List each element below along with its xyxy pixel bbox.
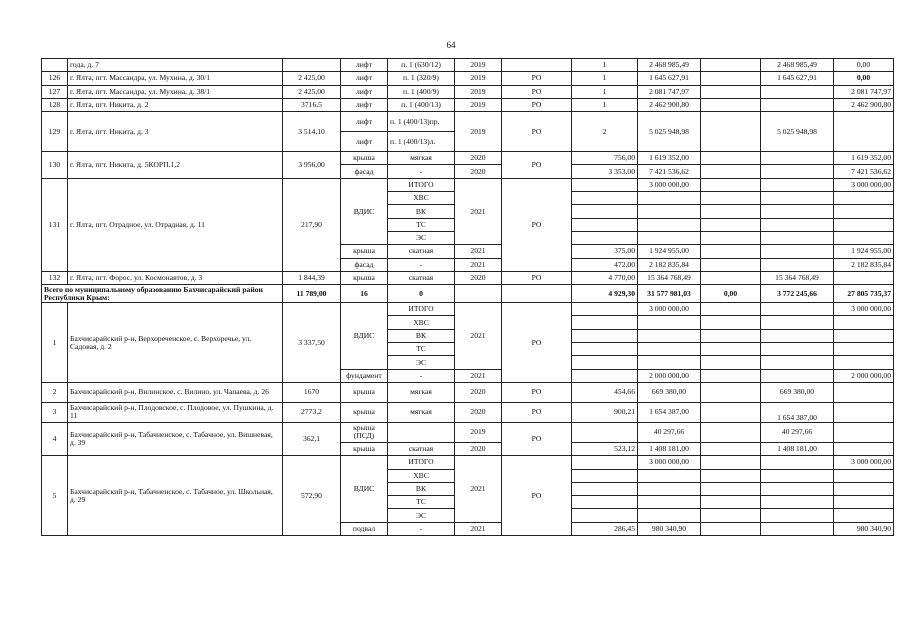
- table-row: ХВС: [42, 316, 894, 329]
- table-row: 126 г. Ялта, пгт. Массандра, ул. Мухина, д. 30/1 2 425,00 лифт п. 1 (320/9) 2019 РО 1 1 645 627,91 1 645 627,91 0,00: [42, 72, 894, 85]
- table-row: ТС: [42, 496, 894, 509]
- table-row: фасад - 2021 472,00 2 182 835,84 2 182 835,84: [42, 258, 894, 271]
- table-row: крыша скатная 2021 375,00 1 924 955,00 1 924 955,00: [42, 245, 894, 258]
- table-row: 3 Бахчисарайский р-н, Плодовское, с. Плодовое, ул. Пушкина, д. 11 2773,2 крыша мягкая 2020 РО 900,21 1 654 387,00 1 654 387,00: [42, 402, 894, 422]
- table-row: 129 г. Ялта, пгт. Никита, д. 3 3 514,10 лифт п. 1 (400/13)пр. 2019 РО 2 5 025 948,98 5 025 948,98: [42, 112, 894, 132]
- table-row: 132 г. Ялта, пгт. Форос, ул. Космонавтов, д. 3 1 844,39 крыша скатная 2020 РО 4 770,00 15 364 768,49 15 364 768,49: [42, 271, 894, 284]
- table-row: фасад - 2020 3 353,00 7 421 536,62 7 421 536,62: [42, 165, 894, 178]
- table-row: ВК: [42, 482, 894, 495]
- table-row: 4 Бахчисарайский р-н, Табачненское, с. Табачное, ул. Вишневая, д. 39 362,1 крыша (ПСД) 2019 РО 40 297,66 40 297,66: [42, 422, 894, 442]
- table-row: 5 Бахчисарайский р-н, Табачненское, с. Табачное, ул. Школьная, д. 29 572,90 ВДИС ИТОГО 2021 РО 3 000 000,00 3 000 000,00: [42, 456, 894, 469]
- table-row: ЭС: [42, 231, 894, 244]
- table-row: 2 Бахчисарайский р-н, Вилинское, с. Вилино, ул. Чапаева, д. 26 1670 крыша мягкая 2020 РО 454,66 669 380,00 669 380,00: [42, 382, 894, 402]
- table-row: ХВС: [42, 469, 894, 482]
- page-number: 64: [446, 40, 456, 50]
- table-row: ЭС: [42, 356, 894, 369]
- total-row: Всего по муниципальному образованию Бахчисарайский район Республики Крым: 11 789,00 16 0 4 929,30 31 577 981,03 0,00 3 772 245,66 27 805 735,37: [42, 285, 894, 303]
- capital-repair-table: [41, 58, 894, 536]
- table-row: крыша скатная 2020 523,12 1 408 181,00 1 408 181,00: [42, 442, 894, 455]
- total-label: Всего по муниципальному образованию Бахчисарайский район Республики Крым:: [42, 285, 283, 303]
- table-row: ВК: [42, 329, 894, 342]
- table-row: лифт п. 1 (400/13)л.: [42, 132, 894, 152]
- table-row: 1 Бахчисарайский р-н, Верхореченское, с. Верхоречье, ул. Садовая, д. 2 3 337,50 ВДИС ИТОГО 2021 РО 3 000 000,00 3 000 000,00: [42, 303, 894, 316]
- table-row: ВК: [42, 205, 894, 218]
- table-row: 131 г. Ялта, пгт. Отрадное, ул. Отрадная, д. 11 217,90 ВДИС ИТОГО 2021 РО 3 000 000,00 3 000 000,00: [42, 178, 894, 191]
- table-row: года, д. 7 лифт п. 1 (630/12) 2019 1 2 468 985,49 2 468 985,49 0,00: [42, 59, 894, 72]
- table-row: ЭС: [42, 509, 894, 522]
- table-row: ТС: [42, 218, 894, 231]
- table-row: фундамент - 2021 2 000 000,00 2 000 000,00: [42, 369, 894, 382]
- table-row: ХВС: [42, 192, 894, 205]
- table-row: ТС: [42, 343, 894, 356]
- table-row: подвал - 2021 286,45 980 340,90 980 340,90: [42, 522, 894, 535]
- table-row: 128 г. Ялта, пгт. Никита, д. 2 3716,5 лифт п. 1 (400/13) 2019 РО 1 2 462 900,80 2 462 900,80: [42, 98, 894, 111]
- table-row: 127 г. Ялта, пгт. Массандра, ул. Мухина, д. 38/1 2 425,00 лифт п. 1 (400/9) 2019 РО 1 2 081 747,97 2 081 747,97: [42, 85, 894, 98]
- address-cell: года, д. 7: [68, 59, 283, 72]
- table-row: 130 г. Ялта, пгт. Никита, д. 5КОРП.1,2 3 956,00 крыша мягкая 2020 РО 756,00 1 619 352,00 1 619 352,00: [42, 152, 894, 165]
